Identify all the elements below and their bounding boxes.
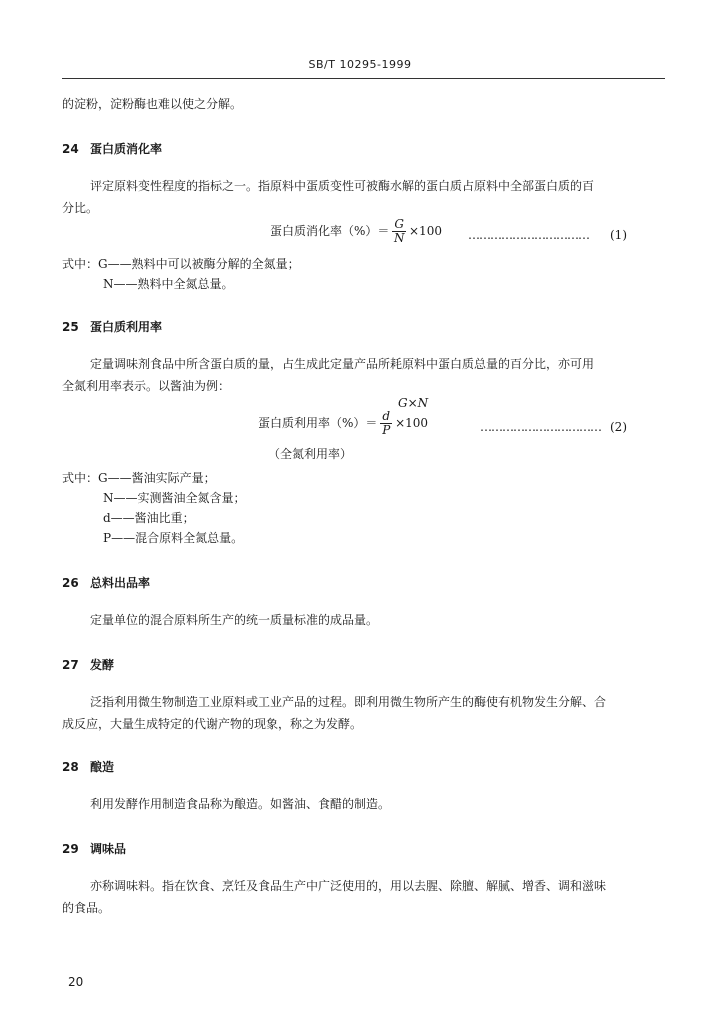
section-26-line1: 定量单位的混合原料所生产的统一质量标准的成品量。 xyxy=(90,613,379,627)
section-24-var2: N——熟料中全氮总量。 xyxy=(103,277,234,291)
section-27-number: 27 xyxy=(62,658,79,672)
section-25-var2: N——实测酱油全氮含量； xyxy=(103,491,246,505)
section-27-line1: 泛指利用微生物制造工业原料或工业产品的过程。即利用微生物所产生的酶使有机物发生分解、合 xyxy=(90,695,607,709)
section-24-var1: G——熟料中可以被酶分解的全氮量； xyxy=(98,257,300,271)
header-rule xyxy=(62,78,665,79)
section-24-line1: 评定原料变性程度的指标之一。指原料中蛋质变性可被酶水解的蛋白质占原料中全部蛋白质的百 xyxy=(90,179,595,193)
formula-2 xyxy=(258,410,428,437)
section-25-where xyxy=(62,470,216,486)
formula-2-rhs: ×100 xyxy=(395,416,429,430)
section-25-line2: 全氮利用率表示。以酱油为例： xyxy=(62,379,231,393)
section-27-heading xyxy=(62,656,114,673)
section-26-title: 总料出品率 xyxy=(90,576,151,590)
formula-2-number: (2) xyxy=(610,420,627,434)
section-25-title: 蛋白质利用率 xyxy=(90,320,163,334)
formula-1-denominator: N xyxy=(393,231,405,245)
formula-1-number: (1) xyxy=(610,228,627,242)
formula-2-fraction xyxy=(380,410,392,437)
formula-2-lhs: 蛋白质利用率（%）＝ xyxy=(258,416,378,430)
section-27-line2: 成反应，大量生成特定的代谢产物的现象，称之为发酵。 xyxy=(62,717,363,731)
intro-text: 的淀粉，淀粉酶也难以使之分解。 xyxy=(62,97,243,111)
section-29-title: 调味品 xyxy=(90,842,127,856)
section-24-title: 蛋白质消化率 xyxy=(90,142,163,156)
section-26-number: 26 xyxy=(62,576,79,590)
section-24-heading xyxy=(62,140,162,157)
formula-1 xyxy=(270,218,442,245)
section-29-number: 29 xyxy=(62,842,79,856)
section-28-number: 28 xyxy=(62,760,79,774)
section-25-var1: G——酱油实际产量； xyxy=(98,471,216,485)
standard-code-header: SB/T 10295-1999 xyxy=(308,58,412,71)
section-29-line2: 的食品。 xyxy=(62,901,111,915)
formula-2-note: （全氮利用率） xyxy=(268,447,353,461)
section-29-line1: 亦称调味料。指在饮食、烹饪及食品生产中广泛使用的，用以去腥、除膻、解腻、增香、调和滋味 xyxy=(90,879,607,893)
formula-1-lhs: 蛋白质消化率（%）＝ xyxy=(270,224,390,238)
section-25-where-label: 式中： xyxy=(62,471,99,485)
section-24-where xyxy=(62,256,300,272)
section-24-where-label: 式中： xyxy=(62,257,99,271)
formula-1-rhs: ×100 xyxy=(409,224,442,238)
formula-1-leader: …………………………… xyxy=(468,228,589,242)
section-28-title: 酿造 xyxy=(90,760,115,774)
section-25-line1: 定量调味剂食品中所含蛋白质的量，占生成此定量产品所耗原料中蛋白质总量的百分比，亦可用 xyxy=(90,357,595,371)
section-24-line2: 分比。 xyxy=(62,201,99,215)
section-25-var4: P——混合原料全氮总量。 xyxy=(103,531,244,545)
page-number: 20 xyxy=(68,975,84,989)
section-28-heading xyxy=(62,758,114,775)
section-29-heading xyxy=(62,840,126,857)
formula-2-leader: …………………………… xyxy=(480,420,601,434)
section-26-heading xyxy=(62,574,150,591)
section-25-number: 25 xyxy=(62,320,79,334)
section-25-var3: d——酱油比重； xyxy=(103,511,195,525)
section-24-number: 24 xyxy=(62,142,79,156)
section-28-line1: 利用发酵作用制造食品称为酿造。如酱油、食醋的制造。 xyxy=(90,797,391,811)
section-25-heading xyxy=(62,318,162,335)
formula-1-numerator: G xyxy=(394,217,404,231)
formula-2-denominator: P xyxy=(382,423,391,437)
formula-2-numerator: d xyxy=(382,409,391,423)
formula-1-fraction xyxy=(392,218,406,245)
section-27-title: 发酵 xyxy=(90,658,115,672)
formula-2-top: G×N xyxy=(398,396,429,410)
